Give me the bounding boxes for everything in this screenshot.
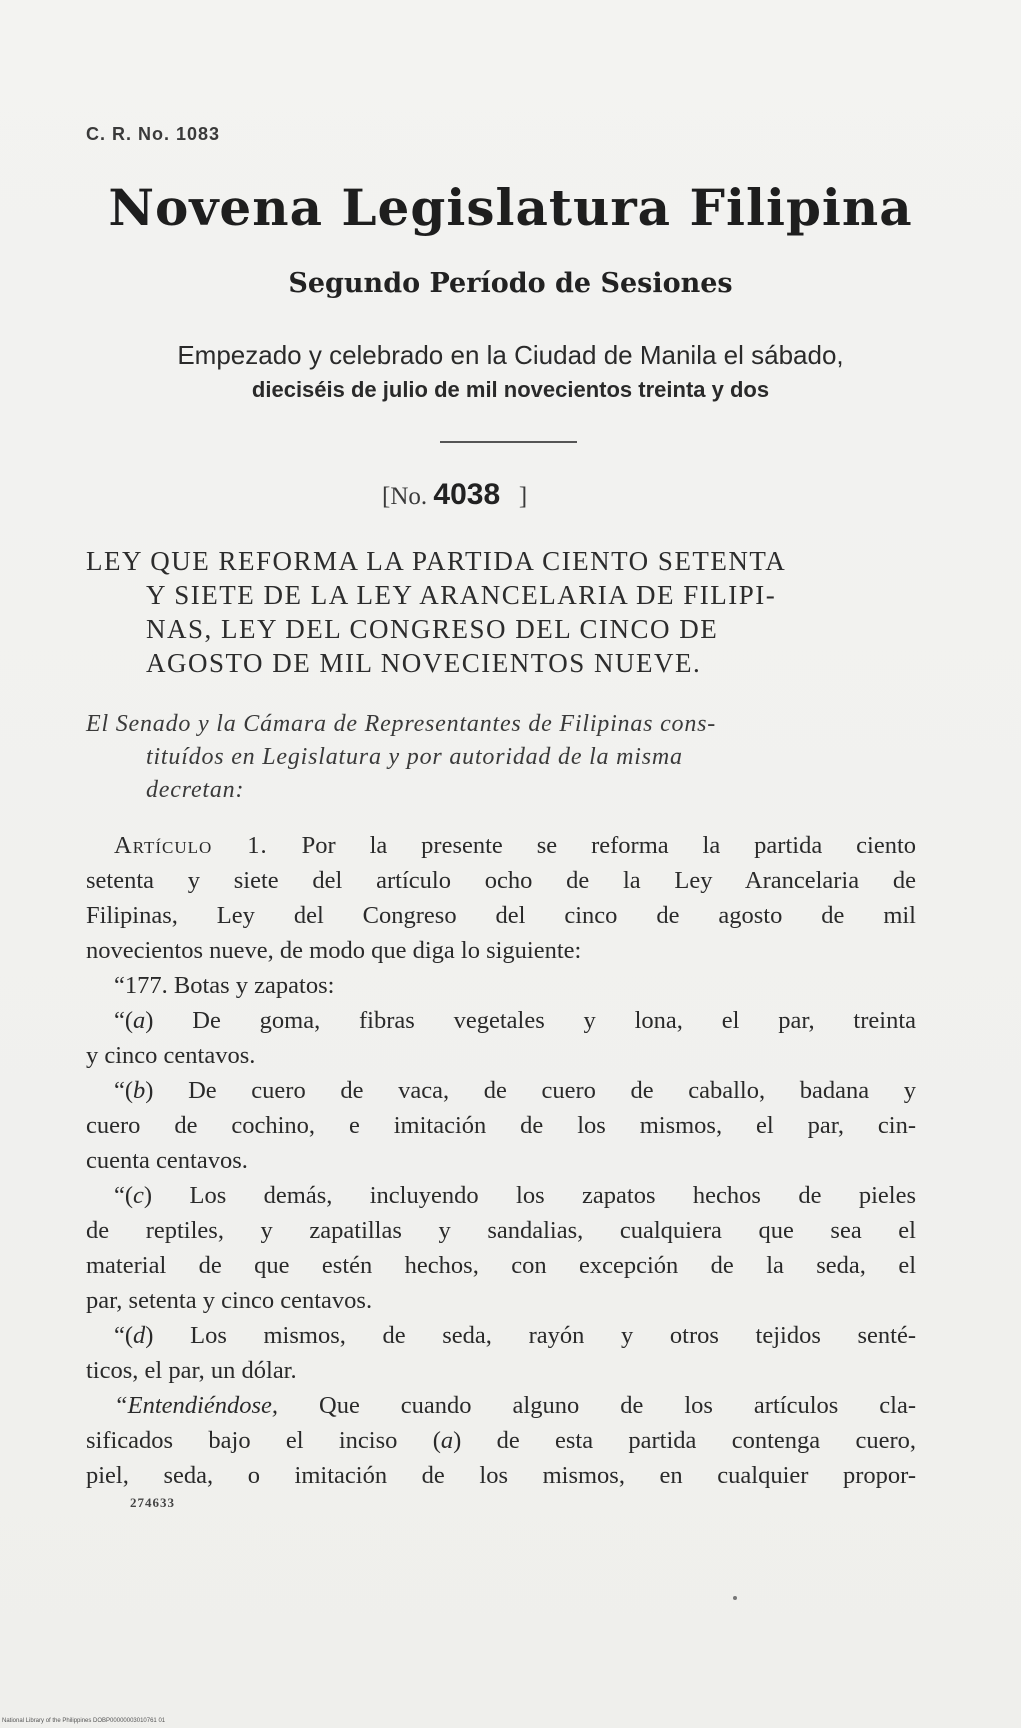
heading-line: Y SIETE DE LA LEY ARANCELARIA DE FILIPI-: [146, 580, 777, 610]
article-body: [86, 828, 916, 1493]
library-watermark: National Library of the Philippines DOBP00000003010761 01: [2, 1718, 166, 1724]
legislature-title: Novena Legislatura Filipina: [108, 178, 913, 237]
scan-speck: [733, 1596, 737, 1600]
body-line: “(d) Los mismos, de seda, rayón y otros tejidos senté-: [114, 1322, 916, 1349]
enacting-line: tituídos en Legislatura y por autoridad de la misma: [146, 744, 683, 770]
body-line: par, setenta y cinco centavos.: [86, 1287, 373, 1314]
heading-line: LEY QUE REFORMA LA PARTIDA CIENTO SETENTA: [86, 546, 787, 576]
body-line: de reptiles, y zapatillas y sandalias, cualquiera que sea el: [86, 1217, 916, 1244]
divider: [440, 441, 577, 443]
body-line: Artículo 1. Por la presente se reforma la partida ciento: [114, 832, 916, 859]
cr-number: C. R. No. 1083: [86, 124, 221, 144]
body-line: “(b) De cuero de vaca, de cuero de caballo, badana y: [114, 1077, 916, 1104]
body-line: novecientos nueve, de modo que diga lo siguiente:: [86, 937, 582, 964]
body-line: setenta y siete del artículo ocho de la Ley Arancelaria de: [86, 867, 916, 894]
heading-line: AGOSTO DE MIL NOVECIENTOS NUEVE.: [146, 648, 702, 678]
article-label: Artículo 1.: [114, 832, 268, 859]
heading-line: NAS, LEY DEL CONGRESO DEL CINCO DE: [146, 614, 719, 644]
body-line: cuenta centavos.: [86, 1147, 248, 1174]
law-number: [382, 478, 527, 512]
body-line: piel, seda, o imitación de los mismos, en cualquier propor-: [86, 1462, 916, 1489]
body-line: Filipinas, Ley del Congreso del cinco de agosto de mil: [86, 902, 916, 929]
body-line: “177. Botas y zapatos:: [114, 972, 335, 999]
body-line: “(a) De goma, fibras vegetales y lona, el par, treinta: [114, 1007, 916, 1034]
session-subtitle: Segundo Período de Sesiones: [288, 268, 733, 299]
document-code: 274633: [130, 1495, 175, 1510]
body-line: y cinco centavos.: [86, 1042, 256, 1069]
enacting-line: decretan:: [146, 777, 245, 803]
body-line: material de que estén hechos, con excepción de la seda, el: [86, 1252, 916, 1279]
body-line: cuero de cochino, e imitación de los mismos, el par, cin-: [86, 1112, 916, 1139]
law-number-value: 4038: [433, 478, 501, 511]
place-line-2: dieciséis de julio de mil novecientos treinta y dos: [251, 377, 770, 402]
enacting-clause: [86, 708, 916, 807]
place-line-1: Empezado y celebrado en la Ciudad de Manila el sábado,: [177, 340, 844, 370]
law-number-prefix: [No.: [382, 483, 428, 510]
law-number-suffix: ]: [518, 483, 528, 510]
body-line: ticos, el par, un dólar.: [86, 1357, 297, 1384]
body-line: “(c) Los demás, incluyendo los zapatos hechos de pieles: [114, 1182, 916, 1209]
body-line: sificados bajo el inciso (a) de esta partida contenga cuero,: [86, 1427, 916, 1454]
enacting-line: El Senado y la Cámara de Representantes de Filipinas cons-: [86, 711, 717, 737]
body-line: “Entendiéndose, Que cuando alguno de los artículos cla-: [114, 1392, 916, 1419]
law-heading: [86, 544, 916, 680]
